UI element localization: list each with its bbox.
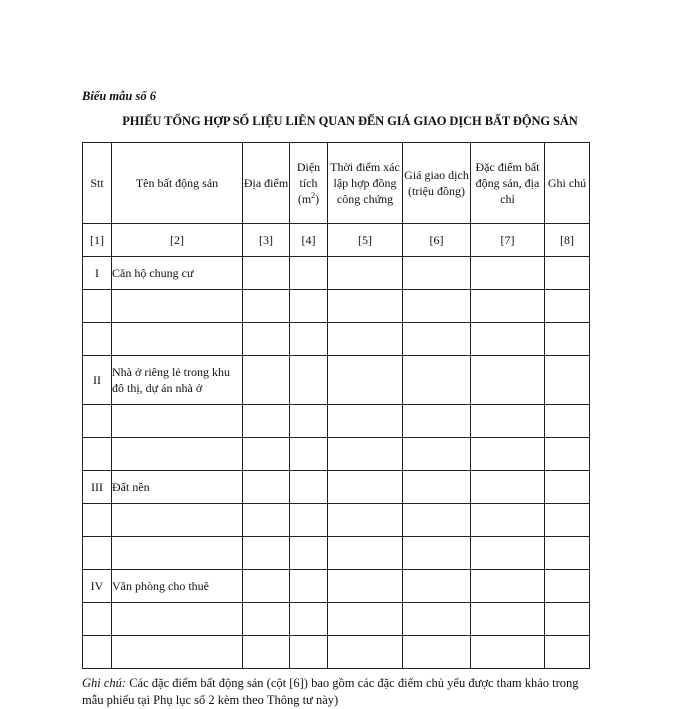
header-area-text: Diện tích (m bbox=[296, 160, 321, 206]
table-row bbox=[83, 504, 590, 537]
group-name: Nhà ở riêng lẻ trong khu đô thị, dự án nhà ở bbox=[112, 356, 243, 405]
table-cell bbox=[290, 570, 328, 603]
table-cell bbox=[403, 504, 471, 537]
header-location: Địa điểm bbox=[243, 143, 290, 224]
group-row bbox=[83, 257, 590, 290]
group-name: Đất nền bbox=[112, 471, 243, 504]
table-cell bbox=[112, 438, 243, 471]
table-cell bbox=[243, 537, 290, 570]
group-stt: III bbox=[83, 471, 112, 504]
table-cell bbox=[243, 603, 290, 636]
table-cell bbox=[328, 537, 403, 570]
table-cell bbox=[328, 356, 403, 405]
table-cell bbox=[403, 290, 471, 323]
table-cell bbox=[545, 471, 590, 504]
table-cell bbox=[328, 603, 403, 636]
table-cell bbox=[83, 323, 112, 356]
header-notes: Ghi chú bbox=[545, 143, 590, 224]
table-cell bbox=[112, 504, 243, 537]
table-cell bbox=[243, 438, 290, 471]
table-cell bbox=[471, 257, 545, 290]
table-cell bbox=[83, 290, 112, 323]
table-cell bbox=[112, 323, 243, 356]
table-cell bbox=[290, 290, 328, 323]
table-cell bbox=[545, 257, 590, 290]
header-name: Tên bất động sản bbox=[112, 143, 243, 224]
table-row bbox=[83, 537, 590, 570]
header-features: Đặc điểm bất động sản, địa chỉ bbox=[471, 143, 545, 224]
table-cell bbox=[112, 405, 243, 438]
table-cell bbox=[112, 636, 243, 669]
column-number: [6] bbox=[403, 224, 471, 257]
table-cell bbox=[471, 405, 545, 438]
column-number: [4] bbox=[290, 224, 328, 257]
table-cell bbox=[545, 323, 590, 356]
table-cell bbox=[243, 471, 290, 504]
header-area-sup: 2 bbox=[311, 191, 316, 200]
table-cell bbox=[471, 438, 545, 471]
header-area-close: ) bbox=[315, 192, 320, 206]
table-cell bbox=[328, 405, 403, 438]
table-cell bbox=[328, 570, 403, 603]
table-cell bbox=[243, 323, 290, 356]
table-cell bbox=[403, 405, 471, 438]
table-cell bbox=[290, 504, 328, 537]
table-cell bbox=[112, 537, 243, 570]
table-cell bbox=[471, 290, 545, 323]
footnote bbox=[82, 675, 598, 709]
header-area bbox=[290, 143, 328, 224]
table-row bbox=[83, 405, 590, 438]
column-number: [7] bbox=[471, 224, 545, 257]
table-cell bbox=[328, 323, 403, 356]
table-cell bbox=[471, 636, 545, 669]
header-stt: Stt bbox=[83, 143, 112, 224]
table-cell bbox=[290, 438, 328, 471]
table-cell bbox=[471, 471, 545, 504]
footnote-label: Ghi chú: bbox=[82, 676, 127, 690]
table-cell bbox=[403, 603, 471, 636]
group-stt: II bbox=[83, 356, 112, 405]
table-cell bbox=[545, 603, 590, 636]
table-cell bbox=[83, 537, 112, 570]
table-cell bbox=[545, 537, 590, 570]
table-cell bbox=[290, 405, 328, 438]
table-cell bbox=[403, 356, 471, 405]
summary-table bbox=[82, 142, 590, 669]
table-cell bbox=[83, 636, 112, 669]
column-number: [5] bbox=[328, 224, 403, 257]
table-header-row bbox=[83, 143, 590, 224]
group-row bbox=[83, 356, 590, 405]
table-row bbox=[83, 323, 590, 356]
header-price: Giá giao dịch (triệu đồng) bbox=[403, 143, 471, 224]
table-cell bbox=[83, 504, 112, 537]
table-cell bbox=[328, 471, 403, 504]
group-stt: I bbox=[83, 257, 112, 290]
table-cell bbox=[243, 290, 290, 323]
table-row bbox=[83, 438, 590, 471]
table-cell bbox=[471, 603, 545, 636]
table-cell bbox=[83, 438, 112, 471]
table-cell bbox=[545, 504, 590, 537]
header-time: Thời điểm xác lập hợp đồng công chứng bbox=[328, 143, 403, 224]
table-cell bbox=[403, 537, 471, 570]
table-cell bbox=[328, 290, 403, 323]
table-row bbox=[83, 290, 590, 323]
column-number: [3] bbox=[243, 224, 290, 257]
table-cell bbox=[112, 603, 243, 636]
table-cell bbox=[290, 537, 328, 570]
table-cell bbox=[471, 504, 545, 537]
column-number: [1] bbox=[83, 224, 112, 257]
table-cell bbox=[403, 570, 471, 603]
column-number: [8] bbox=[545, 224, 590, 257]
table-cell bbox=[403, 438, 471, 471]
table-row bbox=[83, 603, 590, 636]
table-cell bbox=[545, 570, 590, 603]
group-name: Văn phòng cho thuê bbox=[112, 570, 243, 603]
table-cell bbox=[471, 356, 545, 405]
footnote-text: Các đặc điểm bất động sản (cột [6]) bao gồm các đặc điểm chủ yếu được tham khảo trong mẫu phiếu tại Phụ lục số 2 kèm theo Thông tư này) bbox=[82, 676, 579, 707]
table-cell bbox=[328, 636, 403, 669]
table-cell bbox=[243, 570, 290, 603]
group-stt: IV bbox=[83, 570, 112, 603]
table-cell bbox=[545, 405, 590, 438]
table-cell bbox=[290, 636, 328, 669]
table-cell bbox=[545, 438, 590, 471]
table-cell bbox=[290, 257, 328, 290]
column-number: [2] bbox=[112, 224, 243, 257]
table-cell bbox=[328, 504, 403, 537]
table-cell bbox=[290, 323, 328, 356]
table-cell bbox=[328, 257, 403, 290]
table-cell bbox=[545, 356, 590, 405]
table-cell bbox=[243, 405, 290, 438]
table-cell bbox=[83, 405, 112, 438]
table-cell bbox=[83, 603, 112, 636]
document-title: PHIẾU TỔNG HỢP SỐ LIỆU LIÊN QUAN ĐẾN GIÁ GIAO DỊCH BẤT ĐỘNG SẢN bbox=[122, 114, 578, 128]
table-cell bbox=[290, 471, 328, 504]
table-cell bbox=[403, 323, 471, 356]
table-cell bbox=[328, 438, 403, 471]
table-cell bbox=[403, 636, 471, 669]
table-cell bbox=[243, 504, 290, 537]
table-cell bbox=[243, 636, 290, 669]
group-name: Căn hộ chung cư bbox=[112, 257, 243, 290]
table-cell bbox=[471, 323, 545, 356]
table-cell bbox=[290, 356, 328, 405]
table-cell bbox=[403, 257, 471, 290]
table-cell bbox=[545, 636, 590, 669]
form-number: Biểu mẫu số 6 bbox=[82, 89, 156, 103]
table-cell bbox=[545, 290, 590, 323]
table-row bbox=[83, 636, 590, 669]
table-cell bbox=[112, 290, 243, 323]
table-cell bbox=[403, 471, 471, 504]
table-cell bbox=[471, 570, 545, 603]
table-cell bbox=[243, 257, 290, 290]
group-row bbox=[83, 570, 590, 603]
table-cell bbox=[471, 537, 545, 570]
column-number-row bbox=[83, 224, 590, 257]
table-cell bbox=[290, 603, 328, 636]
group-row bbox=[83, 471, 590, 504]
table-cell bbox=[243, 356, 290, 405]
